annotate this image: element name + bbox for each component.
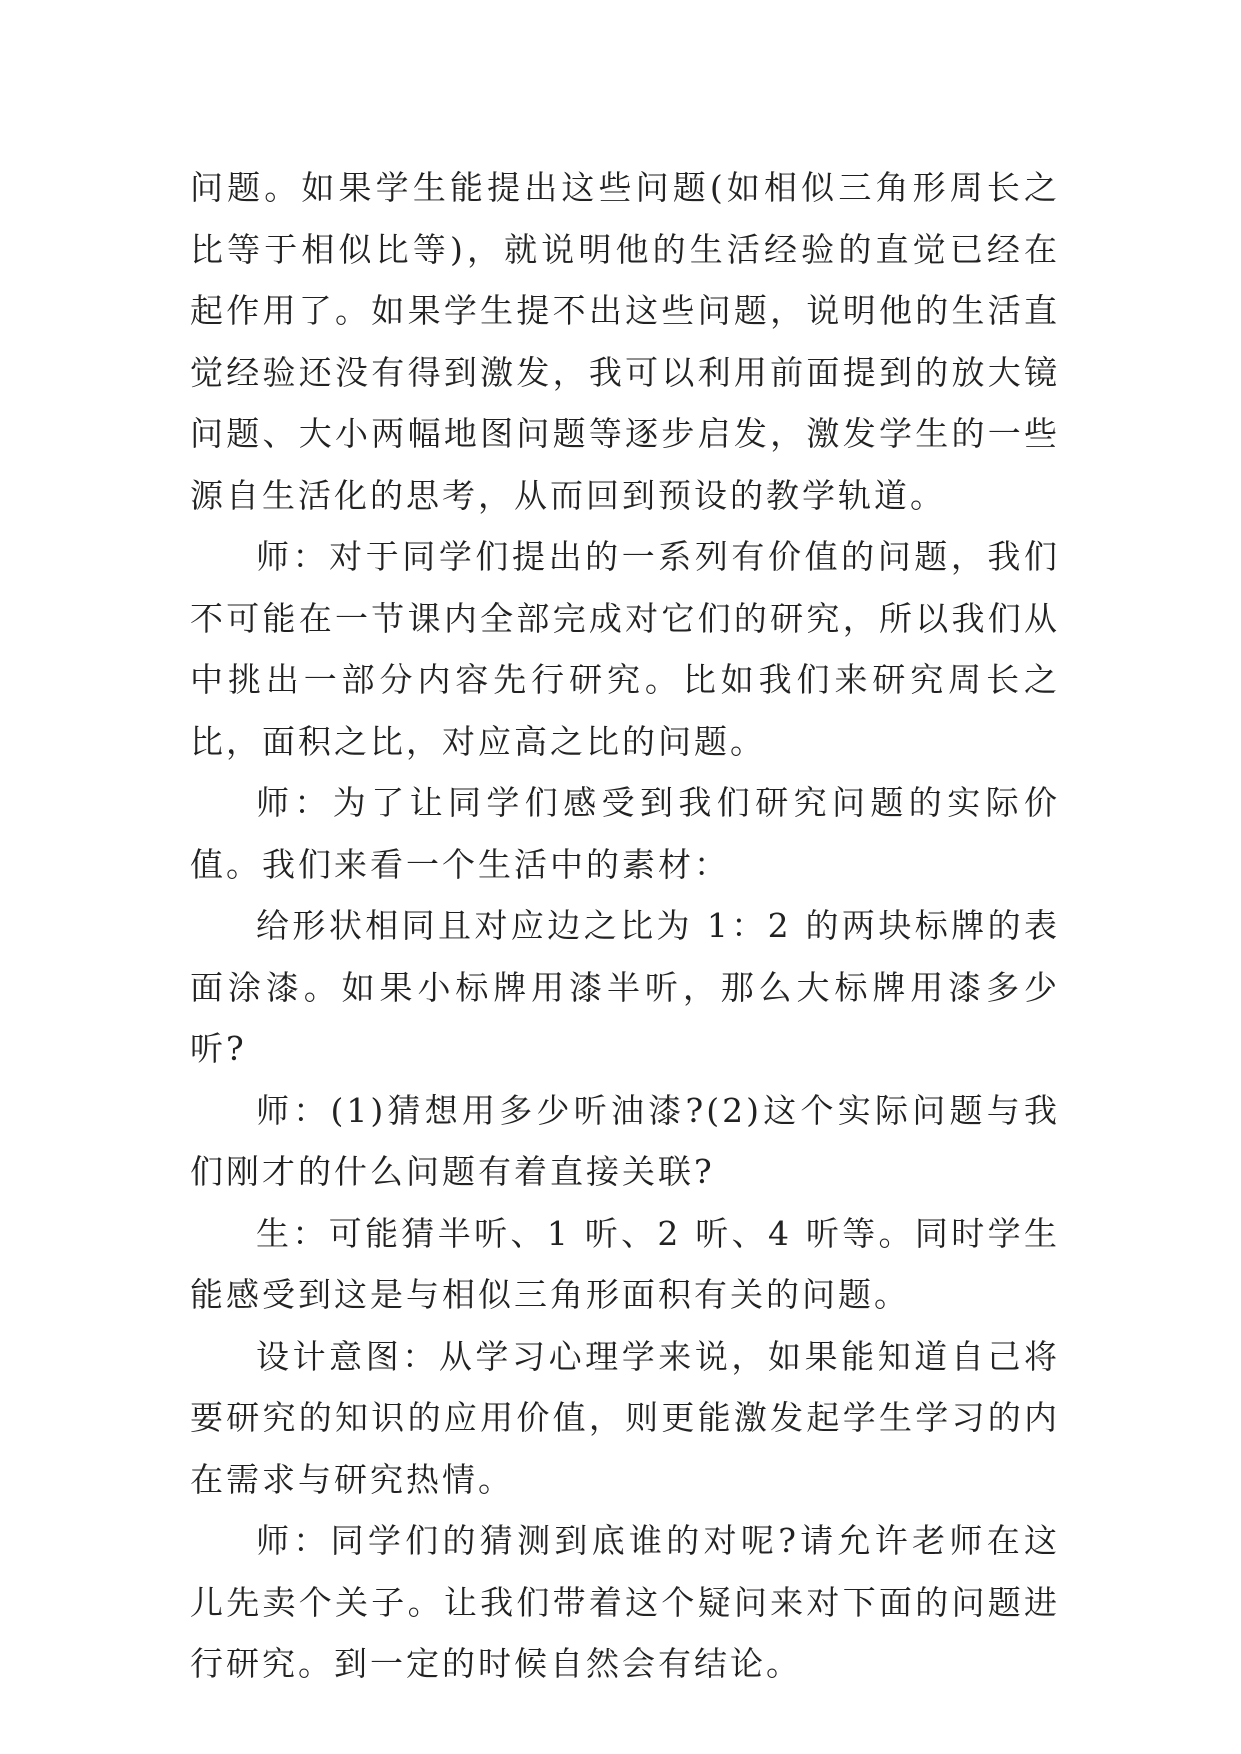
paragraph: 问题。如果学生能提出这些问题(如相似三角形周长之比等于相似比等)，就说明他的生活经验的直觉已经在起作用了。如果学生提不出这些问题，说明他的生活直觉经验还没有得到激发，我可以利用前面提到的放大镜问题、大小两幅地图问题等逐步启发，激发学生的一些源自生活化的思考，从而回到预设的教学轨道。 [190, 168, 1060, 515]
document-body [190, 157, 1060, 1695]
paragraph: 生：可能猜半听、1 听、2 听、4 听等。同时学生能感受到这是与相似三角形面积有关的问题。 [190, 1213, 1060, 1314]
paragraph: 给形状相同且对应边之比为 1：2 的两块标牌的表面涂漆。如果小标牌用漆半听，那么大标牌用漆多少听? [190, 906, 1060, 1068]
paragraph: 师：(1)猜想用多少听油漆?(2)这个实际问题与我们刚才的什么问题有着直接关联? [190, 1090, 1060, 1191]
paragraph: 设计意图：从学习心理学来说，如果能知道自己将要研究的知识的应用价值，则更能激发起学生学习的内在需求与研究热情。 [190, 1336, 1060, 1499]
paragraph: 师：对于同学们提出的一系列有价值的问题，我们不可能在一节课内全部完成对它们的研究，所以我们从中挑出一部分内容先行研究。比如我们来研究周长之比，面积之比，对应高之比的问题。 [190, 537, 1060, 761]
paragraph: 师：为了让同学们感受到我们研究问题的实际价值。我们来看一个生活中的素材： [190, 783, 1060, 884]
paragraph: 师：同学们的猜测到底谁的对呢?请允许老师在这儿先卖个关子。让我们带着这个疑问来对下面的问题进行研究。到一定的时候自然会有结论。 [190, 1521, 1060, 1683]
